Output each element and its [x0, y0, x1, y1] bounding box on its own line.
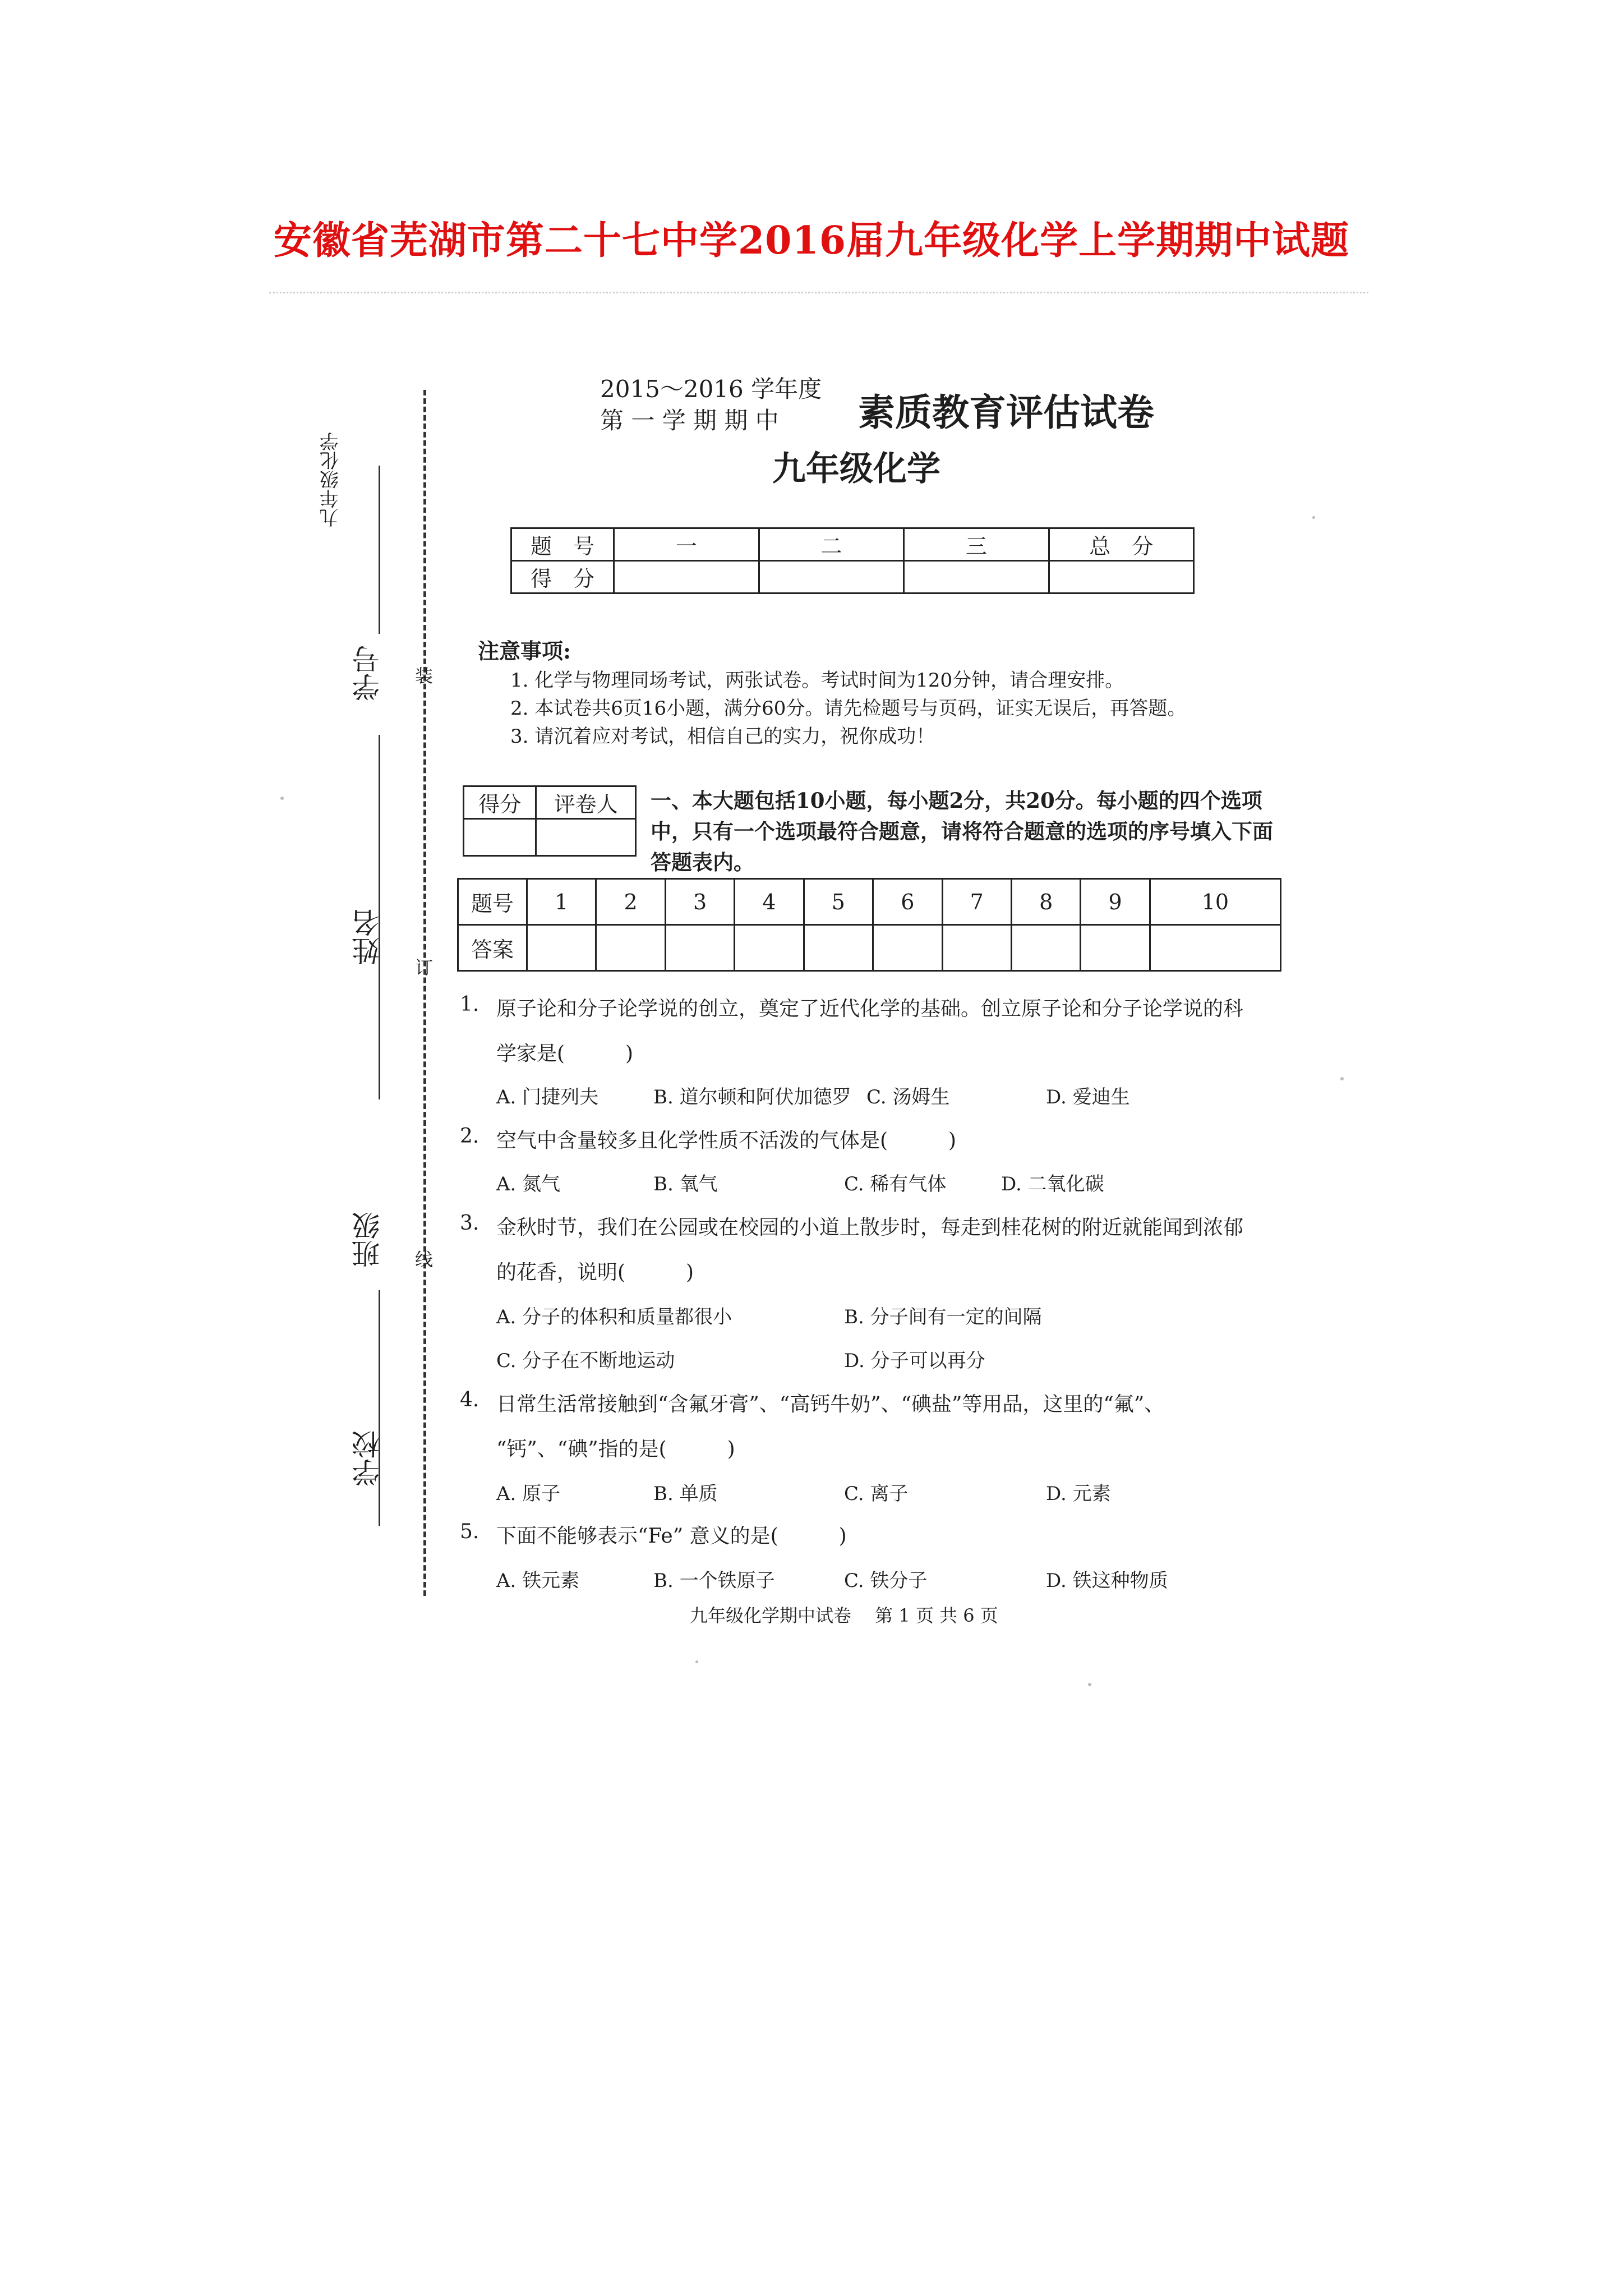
question-number-cell: 2: [596, 879, 665, 925]
score-cell: [614, 561, 759, 593]
student-id-line: [379, 466, 380, 634]
scanned-exam-page: [247, 292, 1368, 1694]
score-cell: 题 号: [511, 528, 614, 561]
question-option: A. 分子的体积和质量都很小: [496, 1306, 732, 1328]
question-text: 空气中含量较多且化学性质不活泼的气体是( ): [496, 1129, 957, 1152]
score-cell: [759, 561, 903, 593]
score-table-header-row: [511, 528, 1194, 561]
binding-mark-xian: 线: [415, 1249, 434, 1270]
score-cell: [904, 561, 1049, 593]
subject-title: 九年级化学: [772, 449, 940, 489]
question-option: A. 氮气: [496, 1173, 561, 1195]
answer-row-label: 题号: [458, 879, 527, 925]
answer-table: [457, 878, 1281, 972]
question-option: D. 爱迪生: [1046, 1086, 1130, 1108]
question-number-cell: 9: [1081, 879, 1150, 925]
class-label: 班级: [352, 1212, 384, 1268]
question-option: B. 道尔顿和阿伏加德罗: [653, 1086, 851, 1108]
question-number: 2.: [460, 1125, 479, 1148]
binding-mark-ding: 订: [415, 957, 434, 978]
question-option: D. 铁这种物质: [1046, 1570, 1168, 1592]
answer-cell: [1011, 925, 1080, 971]
question-number-cell: 5: [804, 879, 873, 925]
binding-mark-zhuang: 装: [415, 665, 434, 687]
answer-cell: [596, 925, 665, 971]
answer-table-number-row: [458, 879, 1281, 925]
answer-cell: [873, 925, 942, 971]
question-text: “钙”、“碘”指的是( ): [496, 1438, 735, 1461]
sidebar-subject-label: 九年级化学: [320, 432, 342, 527]
score-cell: 总 分: [1049, 528, 1193, 561]
school-label: 学校: [352, 1430, 384, 1487]
question-text: 原子论和分子论学说的创立，奠定了近代化学的基础。创立原子论和分子论学说的科: [496, 997, 1244, 1020]
question-option: B. 分子间有一定的间隔: [844, 1306, 1042, 1328]
grader-box: [463, 785, 637, 857]
scan-edge-top: [269, 292, 1368, 293]
grader-name-label: 评卷人: [536, 786, 636, 819]
year-line: 2015～2016 学年度: [600, 375, 822, 403]
note-item: 3. 请沉着应对考试，相信自己的实力，祝你成功！: [510, 725, 935, 748]
answer-cell: [665, 925, 734, 971]
student-id-label: 学号: [352, 645, 384, 701]
question-number: 1.: [460, 993, 479, 1016]
score-cell: 三: [904, 528, 1049, 561]
answer-cell: [804, 925, 873, 971]
question-text: 学家是( ): [496, 1042, 634, 1065]
grader-value-row: [464, 819, 636, 856]
scan-speck: [1340, 1077, 1344, 1080]
question-number: 3.: [460, 1212, 479, 1235]
question-option: A. 原子: [496, 1483, 561, 1505]
name-label: 姓名: [352, 909, 384, 965]
score-cell: [1049, 561, 1193, 593]
question-number: 5.: [460, 1520, 479, 1543]
note-item: 1. 化学与物理同场考试，两张试卷。考试时间为120分钟，请合理安排。: [510, 669, 1124, 692]
question-text: 金秋时节，我们在公园或在校园的小道上散步时，每走到桂花树的附近就能闻到浓郁: [496, 1216, 1244, 1239]
question-option: C. 分子在不断地运动: [496, 1350, 675, 1372]
answer-row-label: 答案: [458, 925, 527, 971]
question-option: C. 稀有气体: [844, 1173, 947, 1195]
question-option: B. 一个铁原子: [653, 1570, 775, 1592]
grader-name-cell: [536, 819, 636, 856]
score-cell: 得 分: [511, 561, 614, 593]
answer-cell: [1081, 925, 1150, 971]
question-text: 日常生活常接触到“含氟牙膏”、“高钙牛奶”、“碘盐”等用品，这里的“氟”、: [496, 1393, 1165, 1416]
question-text: 下面不能够表示“Fe” 意义的是( ): [496, 1525, 847, 1548]
grader-score-label: 得分: [464, 786, 536, 819]
scan-speck: [695, 1660, 698, 1663]
question-number: 4.: [460, 1388, 479, 1411]
score-cell: 一: [614, 528, 759, 561]
term-line: 第 一 学 期 期 中: [600, 407, 779, 434]
document-title: 安徽省芜湖市第二十七中学2016届九年级化学上学期期中试题: [273, 218, 1350, 263]
answer-cell: [735, 925, 804, 971]
question-number-cell: 1: [527, 879, 596, 925]
question-number-cell: 7: [942, 879, 1011, 925]
note-item: 2. 本试卷共6页16小题，满分60分。请先检题号与页码，证实无误后，再答题。: [510, 697, 1187, 720]
question-option: C. 汤姆生: [866, 1086, 950, 1108]
question-text: 的花香，说明( ): [496, 1261, 694, 1284]
question-option: C. 铁分子: [844, 1570, 928, 1592]
question-option: B. 氧气: [653, 1173, 718, 1195]
question-option: A. 门捷列夫: [496, 1086, 599, 1108]
question-number-cell: 6: [873, 879, 942, 925]
scan-speck: [1312, 516, 1315, 519]
question-option: C. 离子: [844, 1483, 909, 1505]
grader-header-row: [464, 786, 636, 819]
question-option: A. 铁元素: [496, 1570, 580, 1592]
score-table: [510, 527, 1195, 594]
section-one-instructions: 一、本大题包括10小题，每小题2分，共20分。每小题的四个选项中，只有一个选项最符合题意，请将符合题意的选项的序号填入下面答题表内。: [651, 788, 1273, 875]
question-number-cell: 10: [1150, 879, 1280, 925]
answer-table-answer-row: [458, 925, 1281, 971]
question-option: D. 分子可以再分: [844, 1350, 985, 1372]
binding-dashed-line: [423, 390, 426, 1596]
scan-speck: [1088, 1683, 1091, 1686]
school-line: [379, 1369, 380, 1425]
exam-header-years: [600, 374, 822, 436]
scan-speck: [280, 797, 284, 800]
evaluation-title: 素质教育评估试卷: [858, 390, 1154, 434]
question-option: D. 元素: [1046, 1483, 1111, 1505]
question-option: D. 二氧化碳: [1001, 1173, 1104, 1195]
grader-score-cell: [464, 819, 536, 856]
answer-cell: [1150, 925, 1280, 971]
question-number-cell: 4: [735, 879, 804, 925]
notes-title: 注意事项:: [478, 638, 571, 664]
question-number-cell: 3: [665, 879, 734, 925]
score-cell: 二: [759, 528, 903, 561]
page-footer: 九年级化学期中试卷 第 1 页 共 6 页: [690, 1605, 998, 1626]
question-number-cell: 8: [1011, 879, 1080, 925]
answer-cell: [942, 925, 1011, 971]
score-table-score-row: [511, 561, 1194, 593]
answer-cell: [527, 925, 596, 971]
question-option: B. 单质: [653, 1483, 718, 1505]
